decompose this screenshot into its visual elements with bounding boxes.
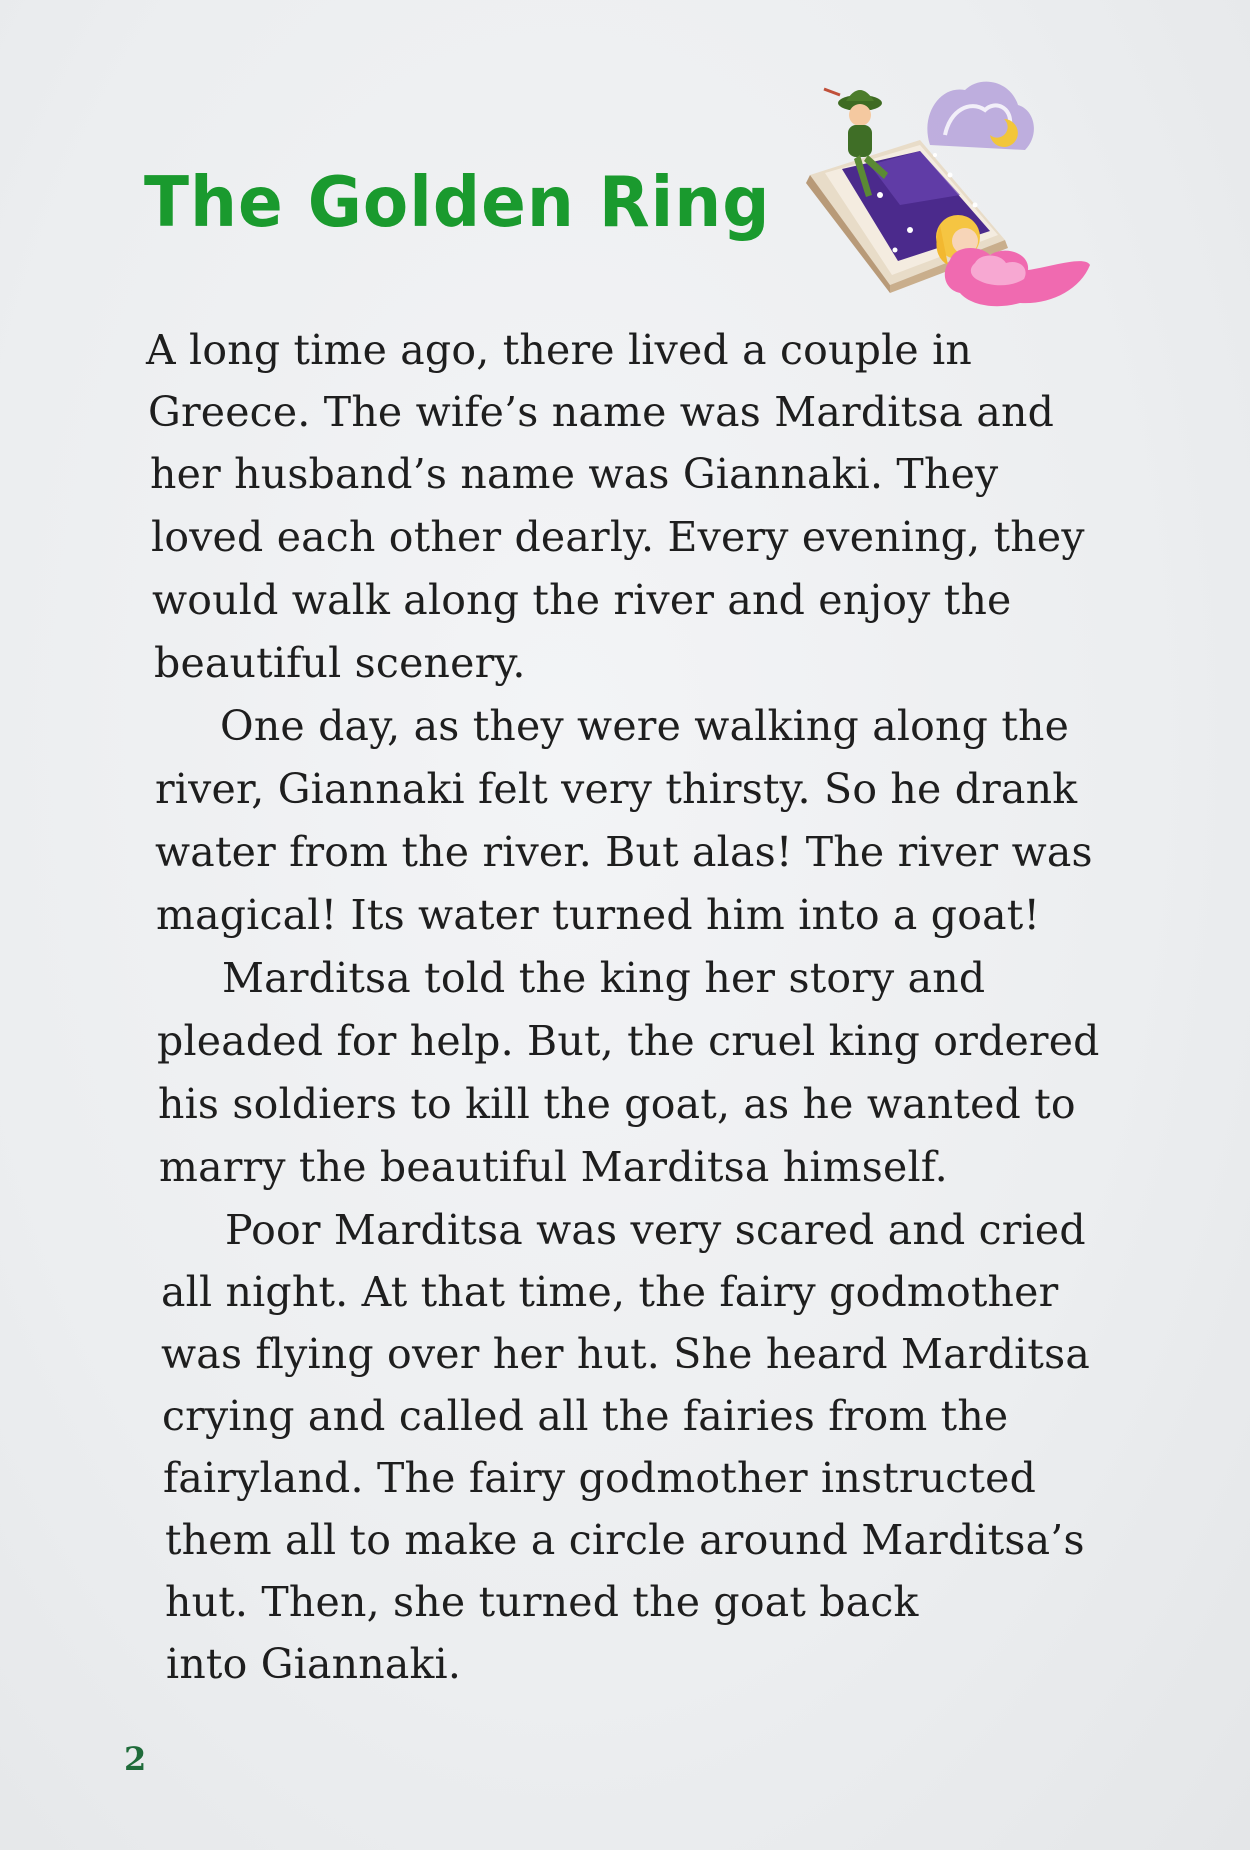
storybook-illustration-icon [780, 55, 1100, 315]
text-line: crying and called all the fairies from the [162, 1392, 1009, 1440]
text-line: hut. Then, she turned the goat back [165, 1578, 919, 1626]
page-number: 2 [124, 1740, 147, 1778]
text-line: into Giannaki. [166, 1640, 462, 1688]
text-line: them all to make a circle around Marditsa’s [165, 1516, 1085, 1564]
text-line: all night. At that time, the fairy godmother [161, 1268, 1059, 1316]
text-line: A long time ago, there lived a couple in [146, 326, 972, 374]
text-line: river, Giannaki felt very thirsty. So he drank [155, 765, 1078, 813]
text-line: his soldiers to kill the goat, as he wanted to [158, 1080, 1076, 1128]
text-line: One day, as they were walking along the [220, 702, 1070, 750]
text-line: her husband’s name was Giannaki. They [150, 450, 999, 498]
text-line: Poor Marditsa was very scared and cried [225, 1206, 1086, 1254]
text-line: loved each other dearly. Every evening, they [151, 513, 1085, 561]
text-line: beautiful scenery. [154, 639, 526, 687]
text-line: fairyland. The fairy godmother instructed [163, 1454, 1037, 1502]
text-line: Marditsa told the king her story and [222, 954, 986, 1002]
text-line: pleaded for help. But, the cruel king ordered [157, 1017, 1100, 1065]
story-title: The Golden Ring [144, 161, 771, 243]
text-line: magical! Its water turned him into a goat! [156, 891, 1041, 939]
text-line: was flying over her hut. She heard Marditsa [161, 1330, 1090, 1378]
text-line: marry the beautiful Marditsa himself. [159, 1143, 948, 1191]
text-line: Greece. The wife’s name was Marditsa and [148, 388, 1055, 436]
text-line: water from the river. But alas! The river was [155, 828, 1093, 876]
text-line: would walk along the river and enjoy the [152, 576, 1012, 624]
